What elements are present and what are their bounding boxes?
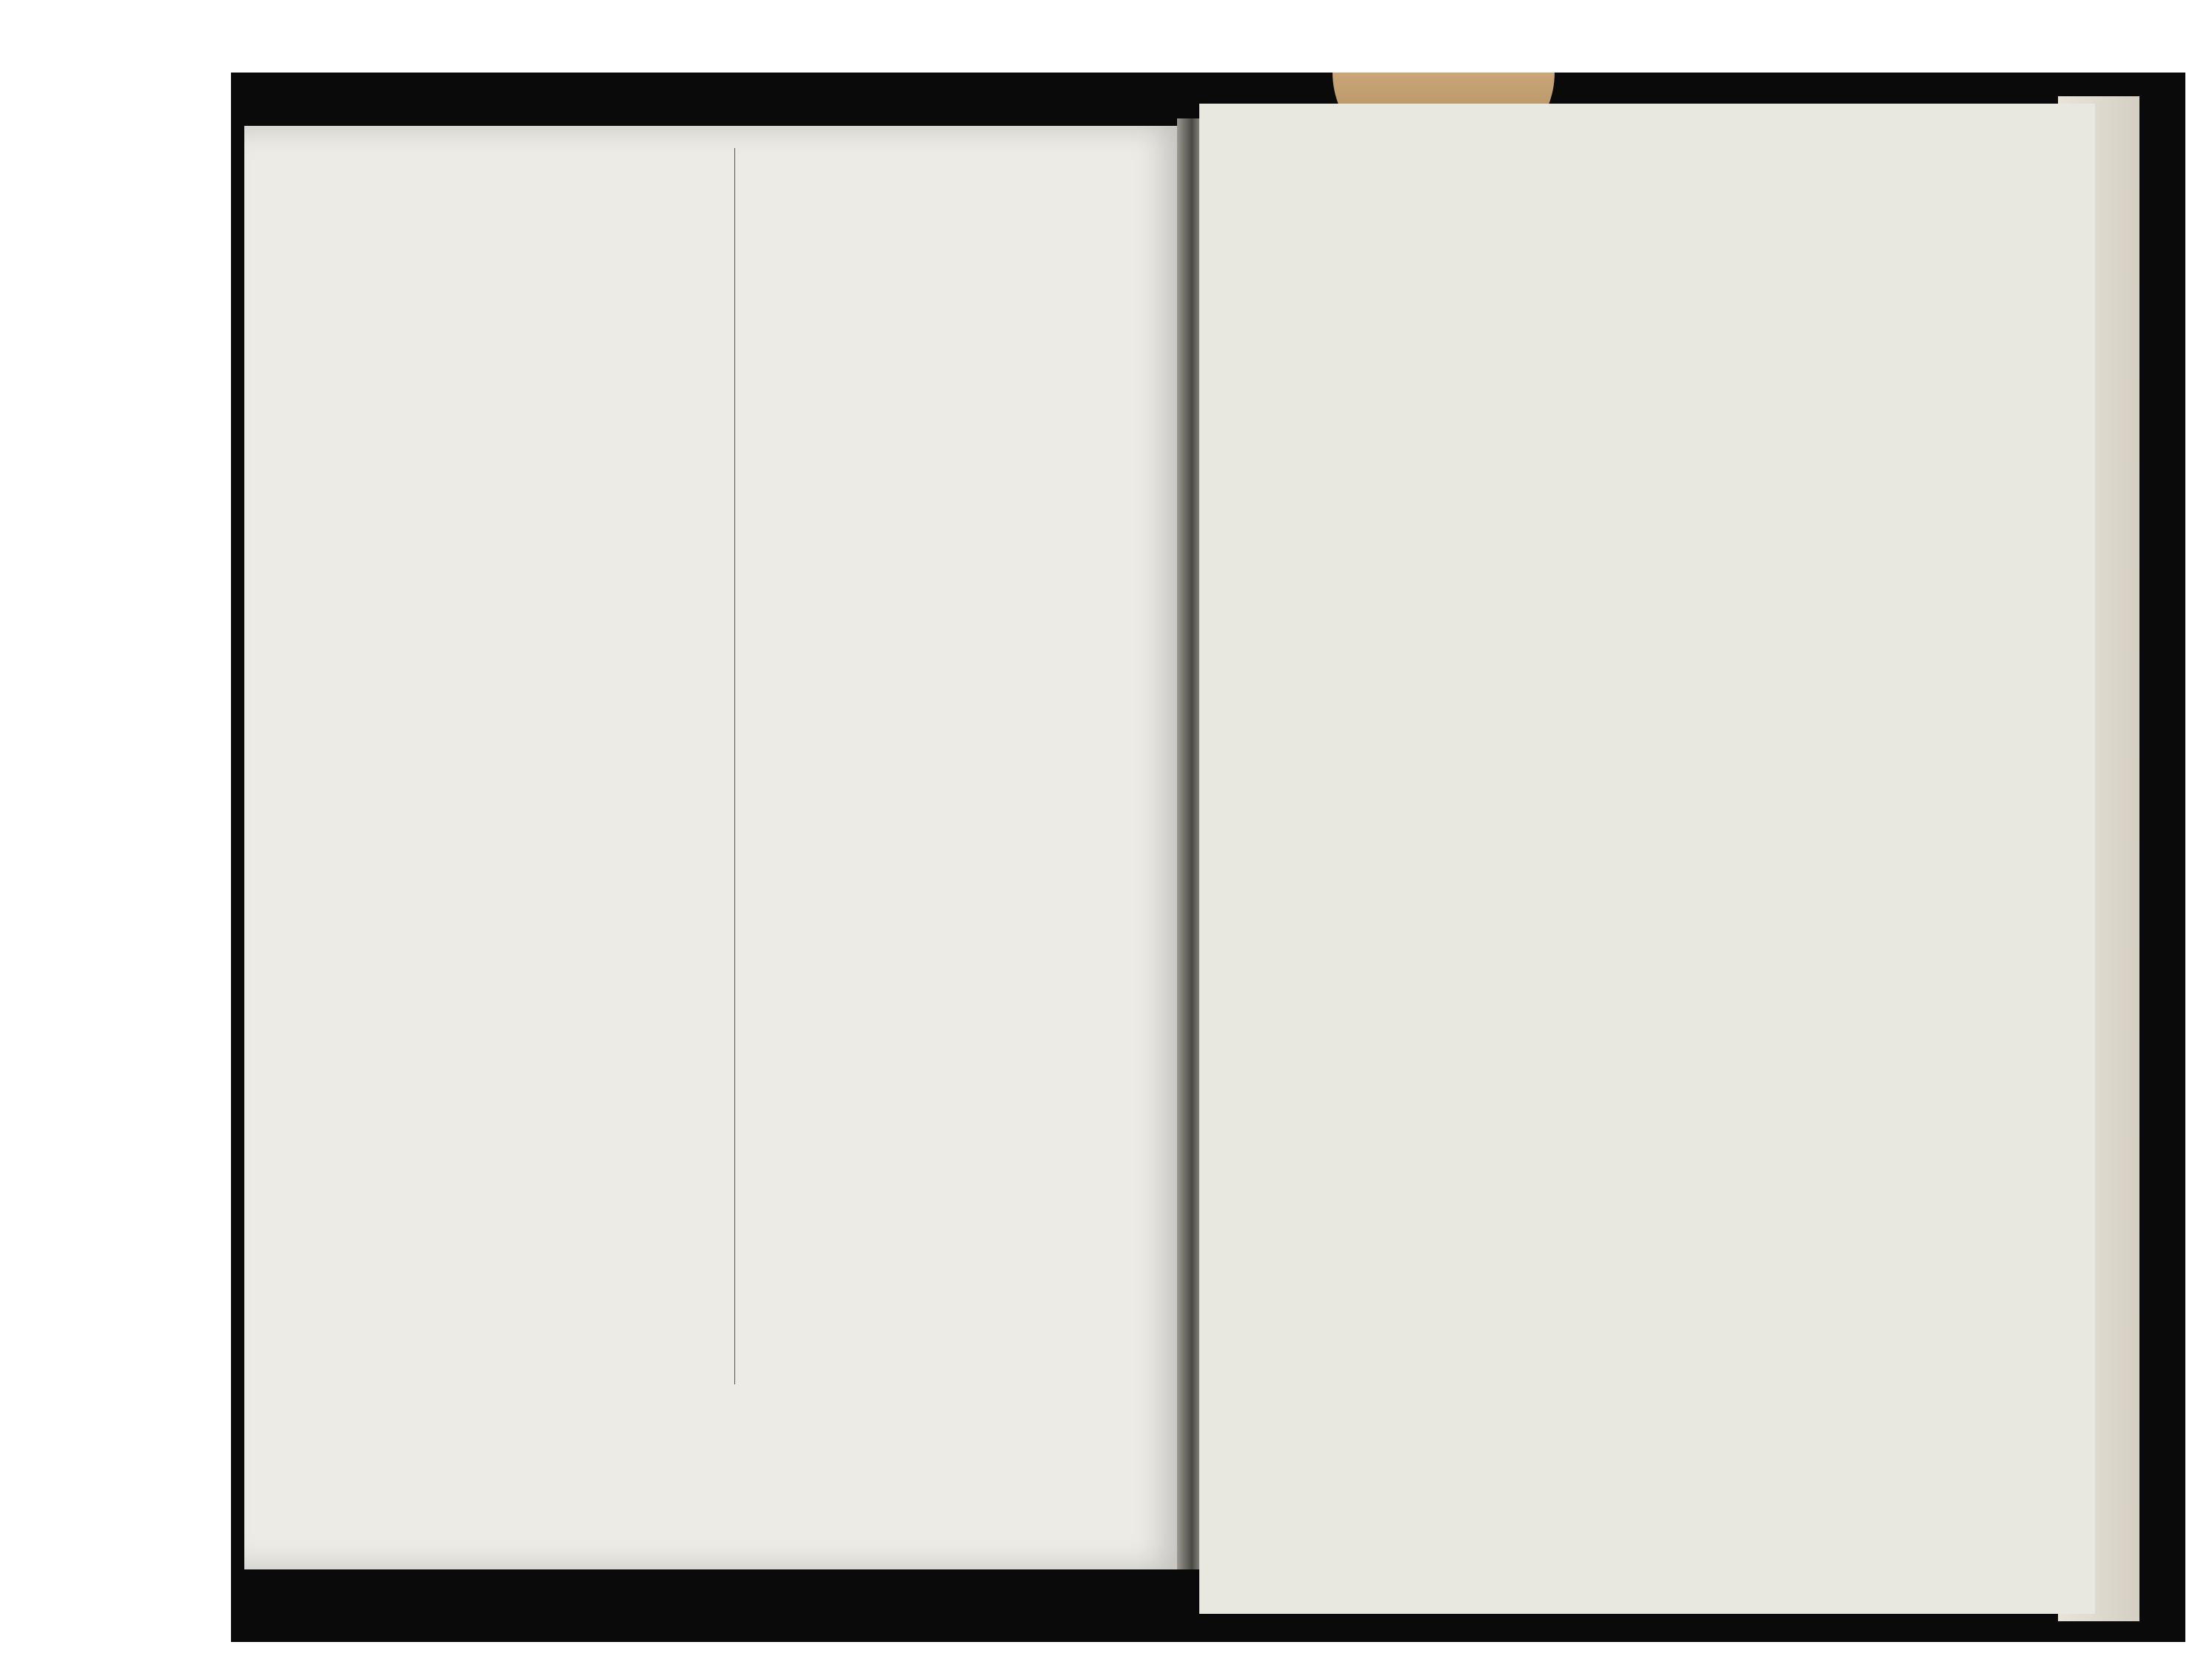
left-page bbox=[244, 126, 1186, 1569]
form-grid bbox=[1199, 104, 2095, 1614]
column-divider bbox=[734, 148, 735, 1384]
right-page-census-form bbox=[1199, 104, 2095, 1614]
